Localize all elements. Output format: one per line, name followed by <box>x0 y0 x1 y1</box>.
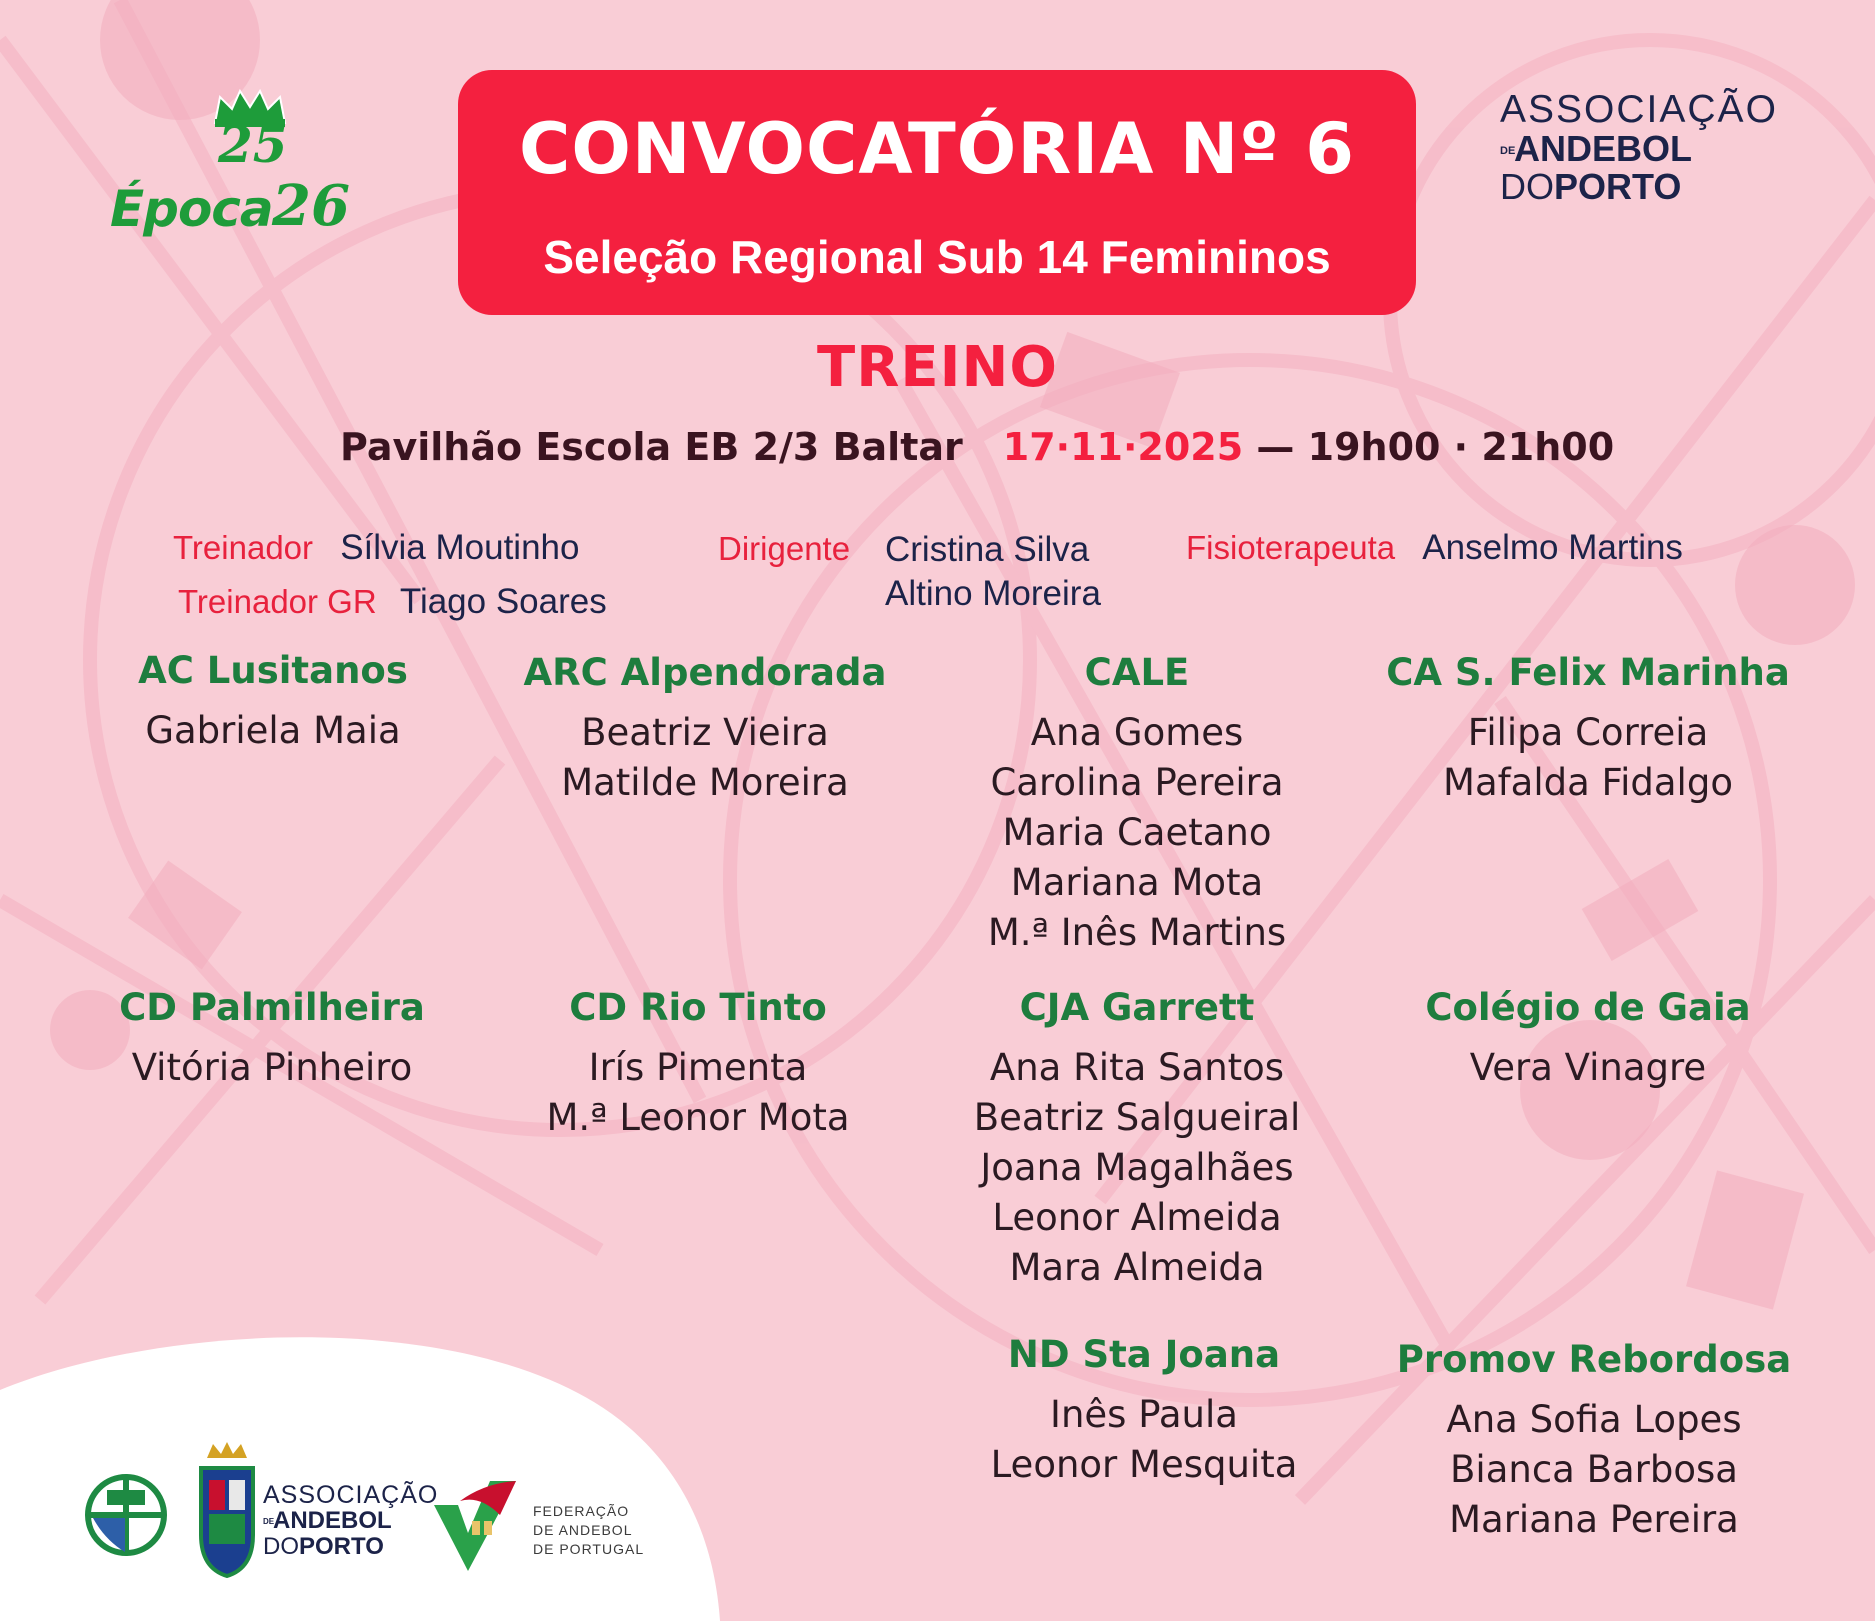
club-block <box>478 985 918 1143</box>
assoc-do: DO <box>1500 166 1554 207</box>
federation-line: DE PORTUGAL <box>533 1541 645 1557</box>
player-list <box>485 708 925 808</box>
page-subtitle: Seleção Regional Sub 14 Femininos <box>543 231 1331 283</box>
federation-text <box>533 1502 644 1559</box>
session-type: TREINO <box>817 335 1058 400</box>
player-name: Ana Gomes <box>1030 711 1244 754</box>
player-list <box>924 1390 1364 1490</box>
coach-name: Sílvia Moutinho <box>340 528 580 567</box>
club-name: AC Lusitanos <box>138 649 408 692</box>
assoc-porto: PORTO <box>1554 166 1682 207</box>
federation-line: FEDERAÇÃO <box>533 1503 630 1519</box>
header-banner <box>458 70 1416 315</box>
player-list <box>1368 1043 1808 1093</box>
player-name: Leonor Almeida <box>992 1196 1282 1239</box>
club-block <box>917 985 1357 1293</box>
player-name: Gabriela Maia <box>145 709 401 752</box>
footer-assoc-line3 <box>263 1534 438 1560</box>
staff-physio <box>1186 528 1683 568</box>
sports-association-icon <box>85 1460 167 1570</box>
club-name: Colégio de Gaia <box>1425 986 1751 1029</box>
club-name: CA S. Felix Marinha <box>1386 651 1790 694</box>
club-name: CD Palmilheira <box>119 986 425 1029</box>
federation-line: DE ANDEBOL <box>533 1522 633 1538</box>
player-name: Bianca Barbosa <box>1450 1448 1738 1491</box>
season-start-year: 25 <box>218 115 288 174</box>
footer-assoc-de: DE <box>263 1516 275 1526</box>
footer-assoc-line1: ASSOCIAÇÃO <box>263 1481 439 1509</box>
gk-coach-name: Tiago Soares <box>399 582 607 621</box>
player-name: Filipa Correia <box>1467 711 1709 754</box>
club-block <box>1368 985 1808 1093</box>
player-name: Joana Magalhães <box>980 1146 1294 1189</box>
coach-label: Treinador <box>173 529 314 566</box>
player-name: Leonor Mesquita <box>990 1443 1298 1486</box>
association-logo <box>1500 90 1780 206</box>
club-block <box>917 650 1357 958</box>
player-name: Carolina Pereira <box>990 761 1284 804</box>
player-list <box>1374 1395 1814 1545</box>
club-name: CJA Garrett <box>1019 986 1255 1029</box>
club-name: ARC Alpendorada <box>523 651 887 694</box>
session-details <box>340 425 1614 469</box>
player-name: Beatriz Vieira <box>581 711 829 754</box>
player-name: Maria Caetano <box>1002 811 1272 854</box>
season-word: Época <box>110 180 273 238</box>
footer-logos <box>85 1440 645 1580</box>
player-name: Beatriz Salgueiral <box>973 1096 1301 1139</box>
player-name: Irís Pimenta <box>588 1046 808 1089</box>
club-name: ND Sta Joana <box>1007 1333 1281 1376</box>
club-block <box>1374 1337 1814 1545</box>
player-name: M.ª Inês Martins <box>987 911 1287 954</box>
season-logo <box>100 85 360 255</box>
physio-name: Anselmo Martins <box>1422 528 1683 567</box>
club-name: CALE <box>1084 651 1190 694</box>
manager-names <box>885 528 1101 616</box>
assoc-line3 <box>1500 168 1780 206</box>
club-block <box>53 648 493 756</box>
player-name: Mara Almeida <box>1009 1246 1265 1289</box>
club-block <box>52 985 492 1093</box>
club-name: CD Rio Tinto <box>569 986 827 1029</box>
player-name: M.ª Leonor Mota <box>546 1096 850 1139</box>
player-list <box>52 1043 492 1093</box>
manager-name: Altino Moreira <box>885 574 1101 613</box>
player-name: Ana Rita Santos <box>989 1046 1285 1089</box>
federation-emblem-icon <box>430 1475 520 1575</box>
club-block <box>1368 650 1808 808</box>
season-end-year: 26 <box>272 173 350 239</box>
club-block <box>485 650 925 808</box>
footer-assoc-logo <box>263 1482 438 1560</box>
player-list <box>1368 708 1808 808</box>
player-name: Vitória Pinheiro <box>131 1046 413 1089</box>
assoc-line1: ASSOCIAÇÃO <box>1500 88 1778 131</box>
venue: Pavilhão Escola EB 2/3 Baltar <box>340 425 963 469</box>
physio-label: Fisioterapeuta <box>1186 529 1396 566</box>
player-list <box>917 708 1357 958</box>
staff-gk-coach <box>178 582 607 622</box>
page-title: CONVOCATÓRIA Nº 6 <box>519 108 1355 190</box>
footer-assoc-line2 <box>263 1508 438 1534</box>
assoc-line2 <box>1500 130 1780 168</box>
staff-manager <box>718 530 850 568</box>
player-list <box>917 1043 1357 1293</box>
assoc-de: DE <box>1500 144 1516 157</box>
footer-assoc-porto: PORTO <box>299 1533 384 1560</box>
player-name: Mariana Mota <box>1010 861 1264 904</box>
player-name: Mariana Pereira <box>1449 1498 1739 1541</box>
player-name: Inês Paula <box>1050 1393 1238 1436</box>
manager-name: Cristina Silva <box>885 530 1090 569</box>
player-name: Mafalda Fidalgo <box>1443 761 1733 804</box>
session-date: 17·11·2025 <box>1002 425 1244 469</box>
player-name: Vera Vinagre <box>1469 1046 1707 1089</box>
manager-label: Dirigente <box>718 530 851 567</box>
assoc-andebol: ANDEBOL <box>1514 128 1692 169</box>
player-name: Matilde Moreira <box>561 761 849 804</box>
footer-assoc-andebol: ANDEBOL <box>273 1507 392 1534</box>
session-time: — 19h00 · 21h00 <box>1256 425 1615 469</box>
player-name: Ana Sofia Lopes <box>1446 1398 1742 1441</box>
club-name: Promov Rebordosa <box>1396 1338 1792 1381</box>
staff-coach <box>173 528 579 568</box>
footer-assoc-do: DO <box>263 1533 299 1560</box>
porto-crest-icon <box>197 1440 257 1578</box>
player-list <box>478 1043 918 1143</box>
gk-coach-label: Treinador GR <box>178 583 377 620</box>
player-list <box>53 706 493 756</box>
club-block <box>924 1332 1364 1490</box>
